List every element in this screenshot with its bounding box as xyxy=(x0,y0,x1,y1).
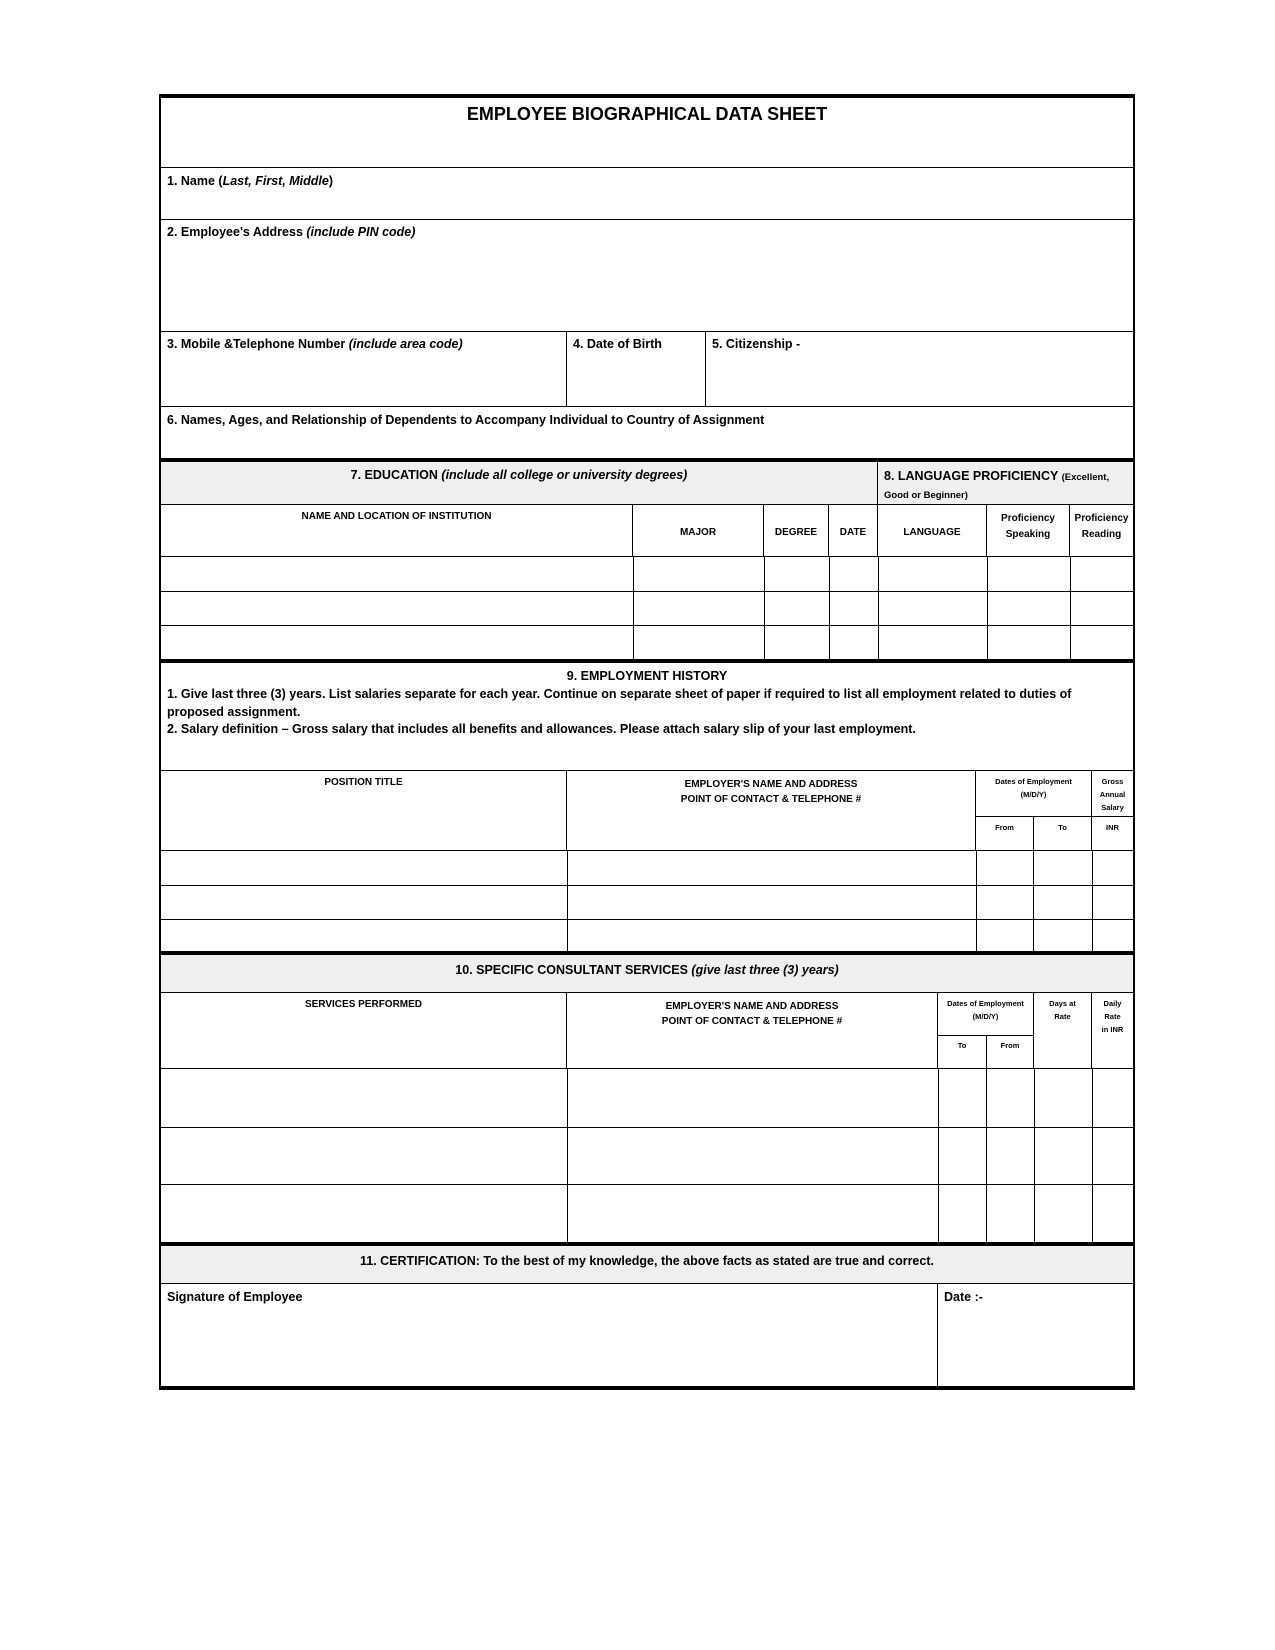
consultant-columns xyxy=(161,993,1133,1069)
col-language-label: LANGUAGE xyxy=(903,527,961,538)
col-date-label: DATE xyxy=(839,527,867,538)
dependents-label: 6. Names, Ages, and Relationship of Dependents to Accompany Individual to Country of Assignment xyxy=(167,413,765,427)
dob-field[interactable] xyxy=(567,332,706,406)
dob-label: 4. Date of Birth xyxy=(573,337,662,351)
date-field[interactable] xyxy=(938,1284,1133,1388)
education-header xyxy=(161,462,878,504)
employment-columns xyxy=(161,771,1133,851)
table-row[interactable] xyxy=(161,592,1133,625)
col-cons-dates-label: Dates of Employment (M/D/Y) xyxy=(947,999,1024,1021)
signature-field[interactable] xyxy=(161,1284,938,1388)
col-position-label: POSITION TITLE xyxy=(324,777,403,788)
table-row[interactable] xyxy=(161,1185,1133,1241)
employment-note-1a: 1. Give last three (3) years. List salaries separate for each year. Continue on separate sheet of paper if required to list all employment related to duties of xyxy=(167,687,1072,701)
col-employer-label: EMPLOYER'S NAME AND ADDRESS POINT OF CONTACT & TELEPHONE # xyxy=(680,779,862,805)
table-row[interactable] xyxy=(161,920,1133,951)
name-label: 1. Name (Last, First, Middle) xyxy=(167,174,334,188)
col-cons-employer-label: EMPLOYER'S NAME AND ADDRESS POINT OF CONTACT & TELEPHONE # xyxy=(661,1001,843,1027)
col-gross-label: Gross Annual Salary xyxy=(1099,777,1126,812)
col-institution xyxy=(161,505,633,556)
education-columns xyxy=(161,505,1133,557)
education-rows xyxy=(161,557,1133,663)
table-row[interactable] xyxy=(161,886,1133,919)
col-cons-employer xyxy=(567,993,938,1068)
employment-note-1b: proposed assignment. xyxy=(167,705,301,719)
col-major-label: MAJOR xyxy=(679,527,717,538)
col-degree xyxy=(764,505,829,556)
col-cons-from-label: From xyxy=(1000,1041,1020,1050)
page-title: EMPLOYEE BIOGRAPHICAL DATA SHEET xyxy=(466,104,828,124)
citizenship-label: 5. Citizenship - xyxy=(712,337,801,351)
col-dates-label: Dates of Employment (M/D/Y) xyxy=(995,777,1072,799)
col-dates xyxy=(976,771,1092,850)
consultant-rows xyxy=(161,1069,1133,1246)
table-row[interactable] xyxy=(161,1128,1133,1184)
name-field[interactable] xyxy=(161,168,1133,220)
employment-header xyxy=(161,663,1133,771)
table-row[interactable] xyxy=(161,851,1133,885)
biodata-form xyxy=(159,94,1135,1390)
col-services xyxy=(161,993,567,1068)
certification-header xyxy=(161,1246,1133,1284)
col-position xyxy=(161,771,567,850)
col-major xyxy=(633,505,764,556)
col-inr-label: INR xyxy=(1106,823,1119,832)
signature-row xyxy=(161,1284,1133,1388)
employment-title: 9. EMPLOYMENT HISTORY xyxy=(566,669,728,683)
contact-row xyxy=(161,332,1133,407)
col-language xyxy=(878,505,987,556)
consultant-title: 10. SPECIFIC CONSULTANT SERVICES (give last three (3) years) xyxy=(455,963,839,977)
phone-field[interactable] xyxy=(161,332,567,406)
address-label: 2. Employee's Address (include PIN code) xyxy=(167,225,416,239)
col-institution-label: NAME AND LOCATION OF INSTITUTION xyxy=(301,511,492,522)
col-cons-to-label: To xyxy=(957,1041,967,1050)
col-cons-dates xyxy=(938,993,1034,1068)
address-field[interactable] xyxy=(161,220,1133,332)
col-days-label: Days at Rate xyxy=(1049,999,1076,1021)
certification-title: 11. CERTIFICATION: To the best of my knowledge, the above facts as stated are true and correct. xyxy=(360,1254,934,1268)
col-daily-label: Daily Rate in INR xyxy=(1101,999,1124,1034)
col-date xyxy=(829,505,878,556)
col-speaking xyxy=(987,505,1070,556)
col-services-label: SERVICES PERFORMED xyxy=(304,999,423,1010)
table-row[interactable] xyxy=(161,1069,1133,1127)
language-title: 8. LANGUAGE PROFICIENCY (Excellent, Good or Beginner) xyxy=(884,469,1110,501)
date-label: Date :- xyxy=(944,1290,983,1304)
col-from-label: From xyxy=(995,823,1014,832)
table-row[interactable] xyxy=(161,557,1133,591)
col-days xyxy=(1034,993,1092,1068)
consultant-header xyxy=(161,955,1133,993)
phone-label: 3. Mobile &Telephone Number (include area code) xyxy=(167,337,463,351)
col-employer xyxy=(567,771,976,850)
employment-rows xyxy=(161,851,1133,955)
dependents-field[interactable] xyxy=(161,407,1133,462)
col-degree-label: DEGREE xyxy=(774,527,818,538)
col-reading-label: Proficiency Reading xyxy=(1074,513,1129,540)
col-to-label: To xyxy=(1058,823,1067,832)
title-section xyxy=(161,98,1133,168)
table-row[interactable] xyxy=(161,626,1133,659)
education-title: 7. EDUCATION (include all college or university degrees) xyxy=(350,468,688,482)
education-language-header xyxy=(161,462,1133,505)
employment-note-2: 2. Salary definition – Gross salary that includes all benefits and allowances. Please attach salary slip of your last employment. xyxy=(167,722,916,736)
signature-label: Signature of Employee xyxy=(167,1290,303,1304)
col-speaking-label: Proficiency Speaking xyxy=(1001,513,1055,540)
